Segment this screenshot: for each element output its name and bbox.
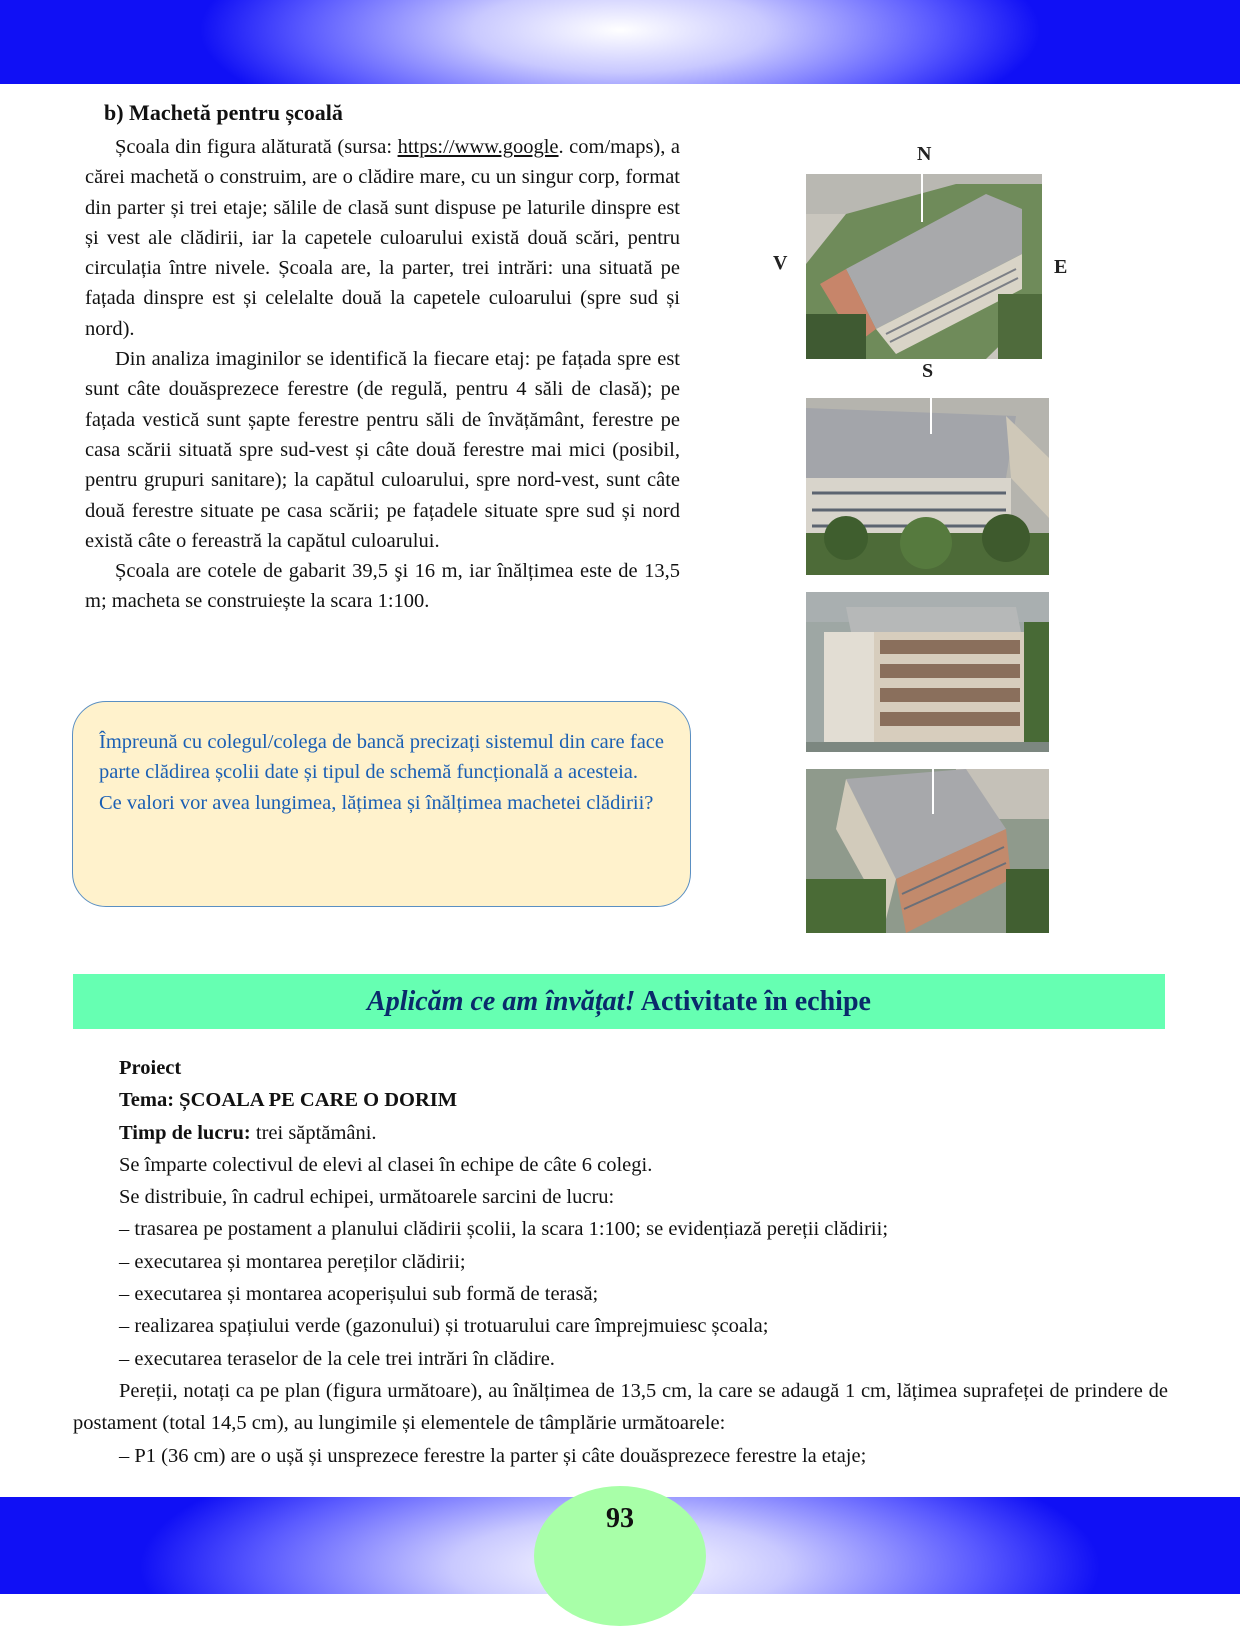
task-item: – trasarea pe postament a planului clădirii școlii, la scara 1:100; se evidențiază pereții clădirii; (119, 1218, 889, 1241)
walls-paragraph: Pereții, notați ca pe plan (figura următoare), au înălțimea de 13,5 cm, la care se adaugă 1 cm, lățimea suprafeței de prindere de postament (total 14,5 cm), au lungimile și elementele de tâmplărie următoarele: (73, 1379, 1168, 1435)
compass-west-label: V (773, 252, 788, 274)
compass-north-label: N (917, 143, 932, 165)
wall-p1-line: – P1 (36 cm) are o ușă și unsprezece ferestre la parter și câte douăsprezece ferestre la etaje; (119, 1444, 867, 1467)
banner-title-regular: Activitate în echipe (635, 986, 871, 1017)
project-label: Proiect (119, 1057, 182, 1079)
task-item: – executarea și montarea pereților clădirii; (119, 1250, 466, 1273)
task-item: – executarea și montarea acoperișului sub formă de terasă; (119, 1283, 599, 1306)
aerial-photo-south-image (806, 398, 1049, 575)
header-band (0, 0, 1240, 84)
paragraph-school-description: Școala din figura alăturată (sursa: https://www.google. com/maps), a cărei machetă o construim, are o clădire mare, cu un singur corp, format din parter și trei etaje; sălile de clasă sunt dispuse pe laturile dinspre est și vest ale clădirii, iar la capetele culoarului există două scări, pentru circulația între nivele. Școala are, la parter, trei intrări: una situată pe fațada dinspre est și celelalte două la capetele culoarului (spre sud și nord). (85, 136, 680, 340)
section-title: b) Machetă pentru școală (104, 100, 343, 125)
project-theme: Tema: ȘCOALA PE CARE O DORIM (119, 1089, 458, 1112)
compass-east-label: E (1054, 256, 1068, 278)
paragraph-window-analysis: Din analiza imaginilor se identifică la fiecare etaj: pe fațada spre est sunt câte douăsprezece ferestre (de regulă, pentru 4 săli de clasă); pe fațada vestică sunt șapte ferestre pentru săli de învățământ, ferestre pe casa scării situată spre sud-vest și câte două ferestre mai mici (posibil, pentru grupuri sanitare); la capătul culoarului, spre nord-vest, sunt câte două ferestre situate pe casa scării; pe fațadele situate spre sud și nord există câte o fereastră la capătul culoarului. (85, 348, 680, 552)
intro-text (85, 132, 680, 617)
aerial-photo-west (806, 769, 1049, 933)
banner-title-italic: Aplicăm ce am învățat! (367, 986, 636, 1017)
aerial-photo-south (806, 398, 1049, 575)
school-photos (770, 140, 1080, 940)
project-time: Timp de lucru: trei săptămâni. (119, 1121, 377, 1144)
task-item: – executarea teraselor de la cele trei intrări în clădire. (119, 1347, 555, 1370)
project-section (73, 1052, 1168, 1472)
aerial-photo-east-image (806, 592, 1049, 752)
aerial-photo-north-image (806, 174, 1042, 359)
project-tasks-intro: Se distribuie, în cadrul echipei, următoarele sarcini de lucru: (119, 1186, 615, 1209)
paragraph-dimensions: Școala are cotele de gabarit 39,5 şi 16 m, iar înălțimea este de 13,5 m; macheta se construiește la scara 1:100. (85, 560, 680, 613)
activity-banner (73, 974, 1165, 1029)
aerial-photo-east (806, 592, 1049, 752)
compass-south-label: S (922, 360, 934, 382)
aerial-photo-north (806, 174, 1042, 359)
aerial-photo-west-image (806, 769, 1049, 933)
source-link[interactable]: https://www.google (397, 136, 559, 158)
project-teams-line: Se împarte colectivul de elevi al clasei în echipe de câte 6 colegi. (119, 1153, 653, 1176)
callout-question-system: Împreună cu colegul/colega de bancă precizați sistemul din care face parte clădirea școlii date și tipul de schemă funcțională a acesteia. (99, 731, 664, 784)
task-item: – realizarea spațiului verde (gazonului) și trotuarului care împrejmuiesc școala; (119, 1315, 769, 1338)
callout-question-dimensions: Ce valori vor avea lungimea, lățimea și înălțimea machetei clădirii? (99, 791, 654, 814)
page-number: 93 (606, 1503, 634, 1534)
discussion-callout (72, 701, 691, 907)
